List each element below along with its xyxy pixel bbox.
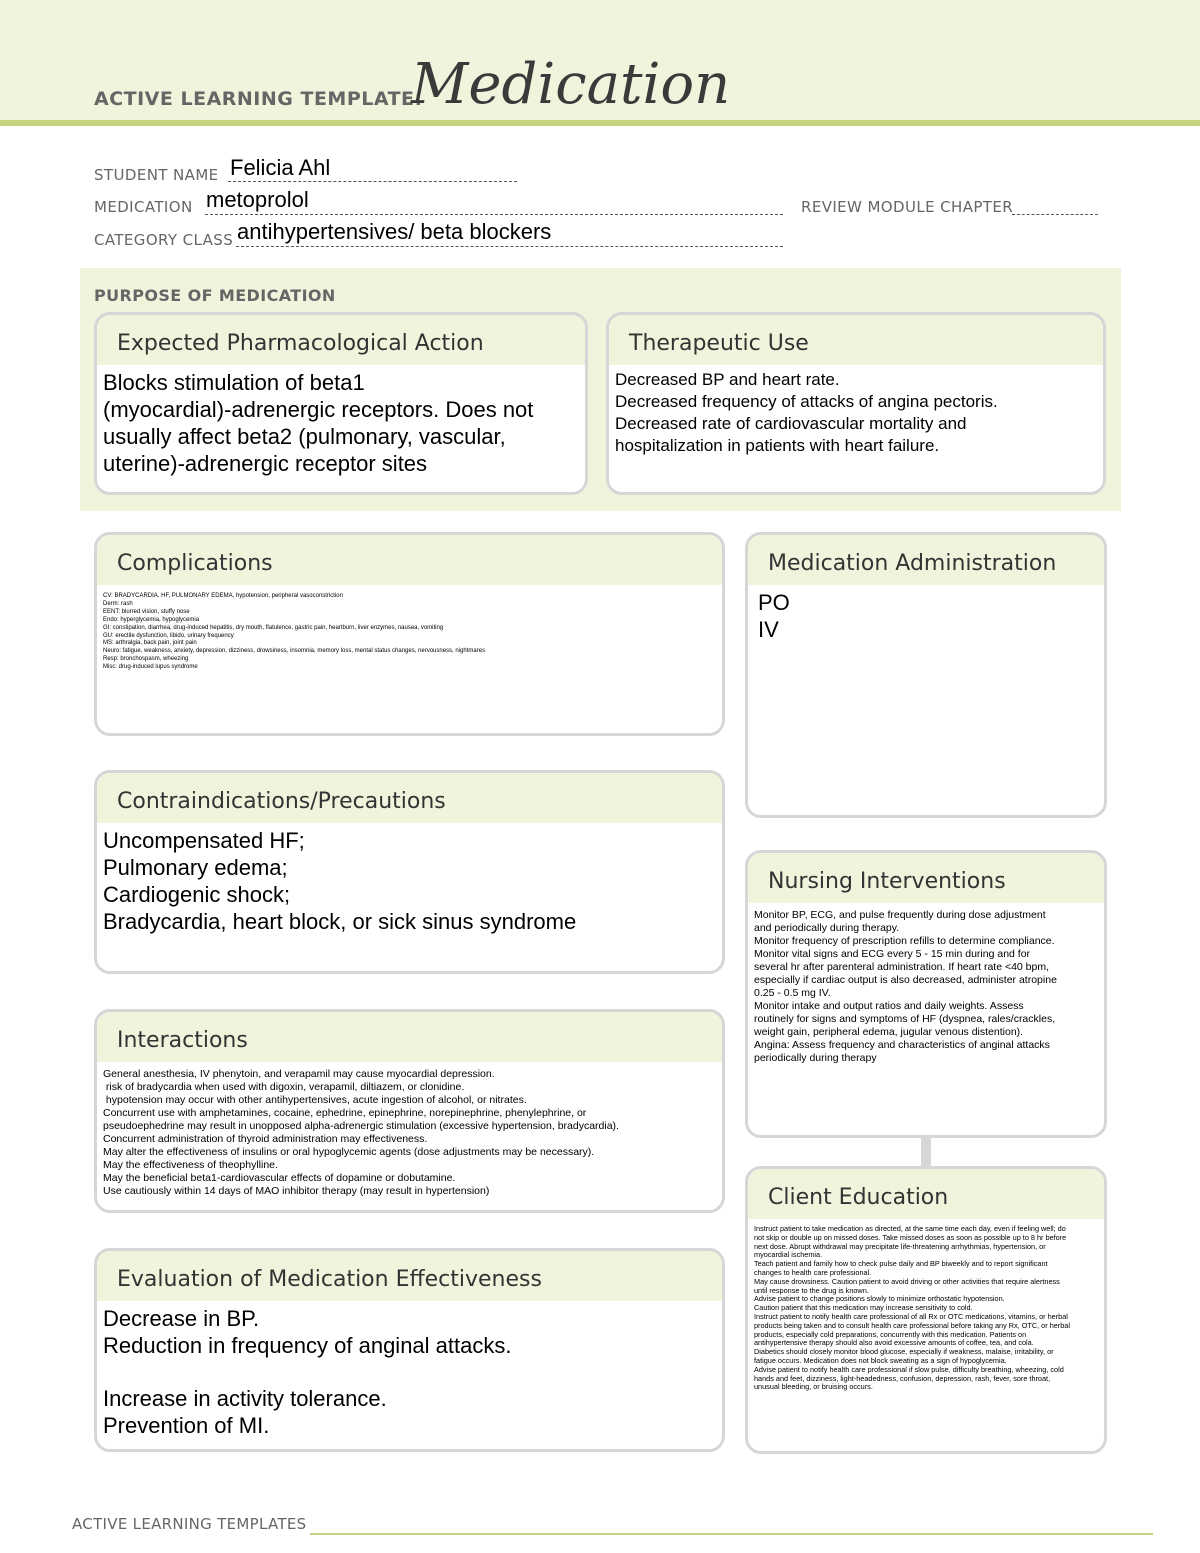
page-title: Medication [411, 52, 731, 117]
medication-label: MEDICATION [94, 198, 193, 216]
interactions-box [94, 1009, 725, 1213]
expected-action-heading: Expected Pharmacological Action [97, 315, 585, 365]
purpose-title: PURPOSE OF MEDICATION [94, 286, 336, 305]
text-line: Blocks stimulation of beta1 [103, 370, 365, 395]
text-line: Bradycardia, heart block, or sick sinus syndrome [103, 909, 577, 934]
category-class-label: CATEGORY CLASS [94, 231, 234, 249]
text-line: (myocardial)-adrenergic receptors. Does not [103, 397, 534, 422]
footer-text: ACTIVE LEARNING TEMPLATES [72, 1515, 307, 1533]
blank-line [103, 1359, 716, 1385]
category-class-field[interactable]: antihypertensives/ beta blockers [237, 219, 552, 244]
text-line: MS: arthralgia, back pain, joint pain [103, 640, 197, 647]
student-name-field[interactable]: Felicia Ahl [230, 155, 331, 180]
header-rule [0, 120, 1200, 126]
review-module-field[interactable] [1012, 214, 1098, 215]
medication-line [205, 214, 783, 215]
text-line: unusual bleeding, or bruising occurs. [754, 1382, 873, 1392]
text-line: Misc: drug-induced lupus syndrome [103, 664, 198, 671]
text-line: May the effectiveness of theophylline. [103, 1159, 278, 1171]
text-line: Reduction in frequency of anginal attacks. [103, 1333, 512, 1358]
template-label: ACTIVE LEARNING TEMPLATE: [94, 88, 423, 110]
client-education-heading: Client Education [748, 1169, 1104, 1219]
therapeutic-use-text[interactable] [609, 365, 1103, 457]
text-line: Increase in activity tolerance. [103, 1386, 387, 1411]
text-line: Teach patient and family how to check pulse daily and BP biweekly and to report significant [754, 1259, 1048, 1269]
interactions-text[interactable] [97, 1062, 722, 1198]
contraindications-text[interactable] [97, 823, 722, 935]
footer-rule [310, 1533, 1153, 1535]
text-line: hands and feet, dizziness, light-headedness, confusion, depression, rash, fever, sore throat, [754, 1373, 1051, 1383]
administration-heading: Medication Administration [748, 535, 1104, 585]
medication-field[interactable]: metoprolol [206, 187, 309, 212]
therapeutic-use-box [606, 312, 1106, 495]
text-line: routinely for signs and symptoms of HF (dyspnea, rales/crackles, [754, 1013, 1056, 1025]
student-name-line [228, 181, 517, 182]
expected-action-box [94, 312, 588, 495]
expected-action-text[interactable] [97, 365, 585, 477]
text-line: weight gain, peripheral edema, jugular venous distention). [754, 1026, 1024, 1038]
text-line: fatigue occurs. Medication does not block sweating as a sign of hypoglycemia. [754, 1355, 1007, 1365]
client-education-box [745, 1166, 1107, 1454]
nursing-box [745, 850, 1107, 1138]
text-line: risk of bradycardia when used with digoxin, verapamil, diltiazem, or clonidine. [103, 1081, 465, 1093]
complications-text[interactable] [97, 585, 722, 672]
therapeutic-use-heading: Therapeutic Use [609, 315, 1103, 365]
text-line: especially if cardiac output is also decreased, administer atropine [754, 974, 1057, 986]
review-module-label: REVIEW MODULE CHAPTER [801, 198, 1014, 216]
text-line: next dose. Abrupt withdrawal may precipitate life-threatening arrhythmias, hypertension, or [754, 1241, 1046, 1251]
text-line: Advise patient to change positions slowly to minimize orthostatic hypotension. [754, 1294, 1005, 1304]
interactions-heading: Interactions [97, 1012, 722, 1062]
complications-box [94, 532, 725, 736]
administration-box [745, 532, 1107, 818]
text-line: Instruct patient to take medication as directed, at the same time each day, even if feeling well; do [754, 1224, 1066, 1233]
text-line: products being taken and to consult health care professional before taking any Rx, OTC, or herbal [754, 1320, 1070, 1330]
text-line: Instruct patient to notify health care professional of all Rx or OTC medications, vitamins, or herbal [754, 1311, 1068, 1321]
text-line: antihypertensive therapy should also avoid excessive amounts of coffee, tea, and cola. [754, 1338, 1034, 1348]
administration-text[interactable] [748, 585, 1104, 643]
text-line: Advise patient to notify health care professional if slow pulse, difficulty breathing, wheezing, cold [754, 1364, 1064, 1374]
text-line: 0.25 - 0.5 mg IV. [754, 987, 831, 999]
text-line: Monitor intake and output ratios and daily weights. Assess [754, 1000, 1024, 1012]
text-line: Monitor frequency of prescription refills to determine compliance. [754, 935, 1055, 947]
text-line: Monitor BP, ECG, and pulse frequently during dose adjustment [754, 909, 1046, 921]
evaluation-box [94, 1248, 725, 1452]
text-line: Resp: bronchospasm, wheezing [103, 656, 189, 663]
category-class-line [236, 246, 783, 247]
text-line: Diabetics should closely monitor blood glucose, especially if weakness, malaise, irritability, or [754, 1347, 1054, 1357]
text-line: GI: constipation, diarrhea, drug-induced hepatitis, dry mouth, flatulence, gastric pain, heartburn, liver enzymes, nausea, vomiting [103, 624, 444, 631]
text-line: changes to health care professional. [754, 1267, 872, 1277]
text-line: General anesthesia, IV phenytoin, and verapamil may cause myocardial depression. [103, 1068, 495, 1080]
nursing-text[interactable] [748, 903, 1104, 1065]
text-line: hospitalization in patients with heart failure. [615, 436, 940, 455]
text-line: usually affect beta2 (pulmonary, vascular, [103, 424, 506, 449]
connector-bar [921, 1136, 931, 1166]
client-education-text[interactable] [748, 1219, 1104, 1392]
text-line: hypotension may occur with other antihypertensives, acute ingestion of alcohol, or nitrates. [103, 1094, 527, 1106]
text-line: GU: erectile dysfunction, libido, urinary frequency [103, 632, 234, 639]
text-line: myocardial ischemia. [754, 1250, 823, 1260]
evaluation-text[interactable] [97, 1301, 722, 1439]
text-line: Prevention of MI. [103, 1413, 270, 1438]
text-line: Endo: hyperglycemia, hypoglycemia [103, 616, 200, 623]
student-name-label: STUDENT NAME [94, 166, 219, 184]
text-line: Caution patient that this medication may increase sensitivity to cold. [754, 1303, 973, 1313]
text-line: Monitor vital signs and ECG every 5 - 15 min during and for [754, 948, 1031, 960]
text-line: products, especially cold preparations, concurrently with this medication. Patients on [754, 1329, 1027, 1339]
text-line: not skip or double up on missed doses. Take missed doses as soon as possible up to 8 hr before [754, 1232, 1067, 1242]
text-line: May alter the effectiveness of insulins or oral hypoglycemic agents (dose adjustments may be necessary). [103, 1146, 595, 1158]
text-line: pseudoephedrine may result in unopposed alpha-adrenergic stimulation (excessive hypertension, bradycardia). [103, 1120, 619, 1132]
text-line: Decreased frequency of attacks of angina pectoris. [615, 392, 998, 411]
text-line: CV: BRADYCARDIA, HF, PULMONARY EDEMA, hypotension, peripheral vasoconstriction [103, 593, 343, 599]
text-line: IV [758, 617, 779, 642]
text-line: Decrease in BP. [103, 1306, 260, 1331]
text-line: Cardiogenic shock; [103, 882, 291, 907]
text-line: Pulmonary edema; [103, 855, 288, 880]
text-line: May cause drowsiness. Caution patient to avoid driving or other activities that require alertness [754, 1276, 1060, 1286]
text-line: PO [758, 590, 790, 615]
contraindications-box [94, 770, 725, 974]
text-line: EENT: blurred vision, stuffy nose [103, 608, 190, 615]
complications-heading: Complications [97, 535, 722, 585]
text-line: until response to the drug is known. [754, 1285, 869, 1295]
text-line: Decreased BP and heart rate. [615, 370, 840, 389]
text-line: Angina: Assess frequency and characteristics of anginal attacks [754, 1039, 1050, 1051]
text-line: and periodically during therapy. [754, 922, 900, 934]
nursing-heading: Nursing Interventions [748, 853, 1104, 903]
text-line: Uncompensated HF; [103, 828, 305, 853]
text-line: Concurrent administration of thyroid administration may effectiveness. [103, 1133, 428, 1145]
contraindications-heading: Contraindications/Precautions [97, 773, 722, 823]
text-line: uterine)-adrenergic receptor sites [103, 451, 428, 476]
text-line: Decreased rate of cardiovascular mortality and [615, 414, 967, 433]
text-line: Concurrent use with amphetamines, cocaine, ephedrine, epinephrine, norepinephrine, phenylephrine, or [103, 1107, 587, 1119]
text-line: May the beneficial beta1-cardiovascular effects of dopamine or dobutamine. [103, 1172, 456, 1184]
text-line: periodically during therapy [754, 1052, 877, 1064]
evaluation-heading: Evaluation of Medication Effectiveness [97, 1251, 722, 1301]
text-line: several hr after parenteral administration. If heart rate <40 bpm, [754, 961, 1050, 973]
text-line: Derm: rash [103, 600, 133, 607]
text-line: Neuro: fatigue, weakness, anxiety, depression, dizziness, drowsiness, insomnia, memory loss, mental status changes, nervousness, nightmares [103, 648, 486, 655]
text-line: Use cautiously within 14 days of MAO inhibitor therapy (may result in hypertension) [103, 1185, 490, 1197]
